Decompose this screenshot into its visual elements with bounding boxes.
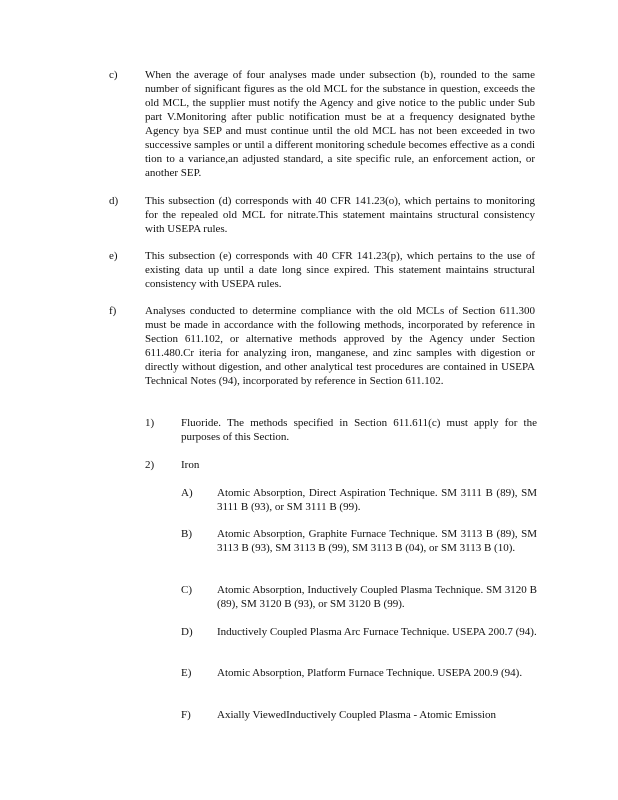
method-label: D) bbox=[181, 626, 193, 638]
paragraph-text: Fluoride. The methods specified in Section 611.611(c) must apply for the purposes of this Section. bbox=[181, 417, 537, 443]
method-text: Atomic Absorption, Direct Aspiration Technique. SM 3111 B (89), SM 3111 B (93), or SM 3111 B (99). bbox=[217, 487, 537, 513]
method-label: A) bbox=[181, 487, 193, 499]
subsection-text: Analyses conducted to determine compliance with the old MCLs of Section 611.300 must be made in accordance with the following methods, incorporated by reference in Section 611.102, or alternative methods approved by the Agency under Section 611.480.Cr iteria for analyzing iron, manganese, and zinc samples with digestion or directly without digestion, and other analytical test procedures are contained in USEPA Technical Notes (94), incorporated by reference in Section 611.102. bbox=[145, 305, 535, 387]
method-label: B) bbox=[181, 528, 192, 540]
subsection-text: This subsection (d) corresponds with 40 CFR 141.23(o), which pertains to monitoring for the repealed old MCL for nitrate.This statement maintains structural consistency with USEPA rules. bbox=[145, 195, 535, 235]
subsection-text: When the average of four analyses made under subsection (b), rounded to the same number of significant figures as the old MCL for the substance in question, exceeds the old MCL, the supplier must notify the Agency and give notice to the public under Sub part V.Monitoring after public notification must be at a frequency designated bythe Agency bya SEP and must continue until the old MCL has not been exceeded in two successive samples or until a different monitoring schedule becomes effective as a condi tion to a variance,an adjusted standard, a site specific rule, an enforcement action, or another SEP. bbox=[145, 69, 535, 179]
method-text: Atomic Absorption, Inductively Coupled Plasma Technique. SM 3120 B (89), SM 3120 B (93), or SM 3120 B (99). bbox=[217, 584, 537, 610]
paragraph-text: Iron bbox=[181, 459, 200, 471]
subsection-label: f) bbox=[109, 305, 117, 317]
method-text: Inductively Coupled Plasma Arc Furnace Technique. USEPA 200.7 (94). bbox=[217, 626, 537, 638]
method-label: C) bbox=[181, 584, 192, 596]
method-label: F) bbox=[181, 709, 191, 721]
method-label: E) bbox=[181, 667, 192, 679]
method-text: Atomic Absorption, Graphite Furnace Technique. SM 3113 B (89), SM 3113 B (93), SM 3113 B (99), SM 3113 B (04), or SM 3113 B (10). bbox=[217, 528, 537, 554]
subsection-text: This subsection (e) corresponds with 40 CFR 141.23(p), which pertains to the use of existing data up until a date long since expired. This statement maintains structural consistency with USEPA rules. bbox=[145, 250, 535, 290]
method-text: Atomic Absorption, Platform Furnace Technique. USEPA 200.9 (94). bbox=[217, 667, 523, 679]
subsection-label: e) bbox=[109, 250, 118, 262]
subsection-label: c) bbox=[109, 69, 118, 81]
paragraph-label: 1) bbox=[145, 417, 155, 429]
paragraph-label: 2) bbox=[145, 459, 155, 471]
subsection-label: d) bbox=[109, 195, 119, 207]
method-text: Axially ViewedInductively Coupled Plasma - Atomic Emission bbox=[217, 709, 496, 721]
